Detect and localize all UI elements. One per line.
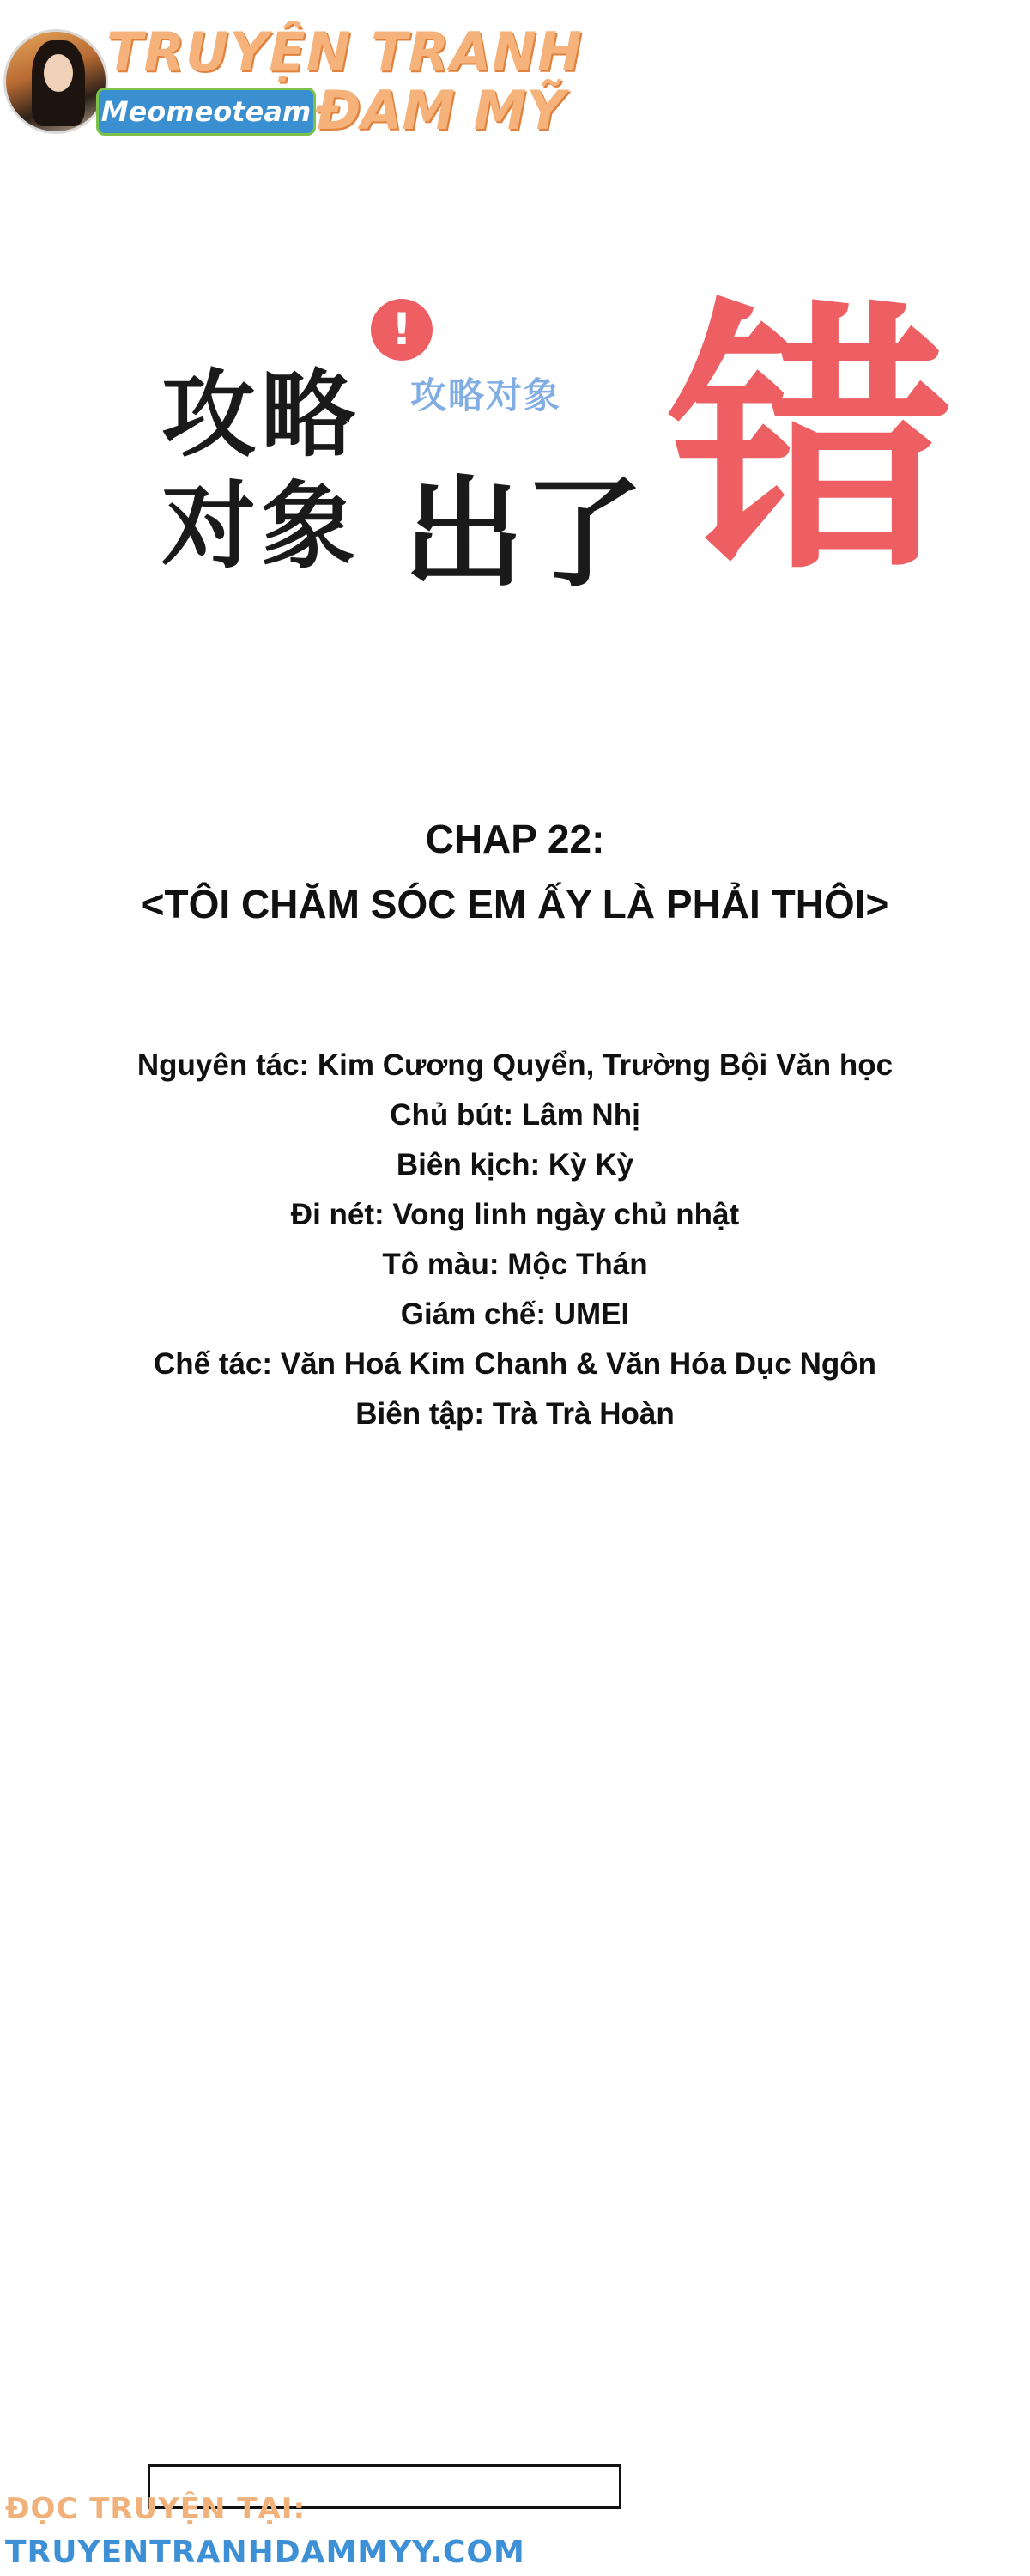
credit-line: Tô màu: Mộc Thán — [382, 1248, 648, 1281]
credit-line: Chủ bút: Lâm Nhị — [390, 1098, 640, 1132]
watermark-title-line2: ĐAM MỸ — [316, 79, 566, 142]
credit-line: Đi nét: Vong linh ngày chủ nhật — [290, 1198, 740, 1231]
logo-line3: 出了 — [403, 465, 645, 605]
watermark-avatar — [3, 29, 108, 134]
logo-line2: 对象 — [161, 471, 360, 581]
logo-big-char: 错 — [670, 277, 953, 607]
credit-line: Giám chế: UMEI — [400, 1297, 630, 1331]
credit-line: Chế tác: Văn Hoá Kim Chanh & Văn Hóa Dục Ngôn — [153, 1347, 877, 1381]
watermark-title-line1: TRUYỆN TRANH — [106, 21, 583, 83]
credit-line: Biên tập: Trà Trà Hoàn — [355, 1397, 675, 1431]
footer-url-link[interactable]: TRUYENTRANHDAMMYY.COM — [5, 2535, 525, 2570]
avatar-face — [44, 54, 73, 92]
watermark-badge: Meomeoteam — [96, 88, 316, 136]
credit-line: Nguyên tác: Kim Cương Quyển, Trường Bội Văn học — [136, 1048, 894, 1082]
credit-line: Biên kịch: Kỳ Kỳ — [396, 1148, 634, 1182]
footer-read-at: ĐỌC TRUYỆN TẠI: — [5, 2492, 306, 2526]
chapter-number: CHAP 22: — [425, 817, 605, 861]
alert-icon: ! — [371, 299, 433, 361]
logo-line1: 攻略 — [161, 360, 360, 470]
logo-subtext: 攻略对象 — [410, 374, 562, 416]
credits-list — [0, 1041, 1030, 1439]
chapter-title: <TÔI CHĂM SÓC EM ẤY LÀ PHẢI THÔI> — [141, 882, 889, 927]
